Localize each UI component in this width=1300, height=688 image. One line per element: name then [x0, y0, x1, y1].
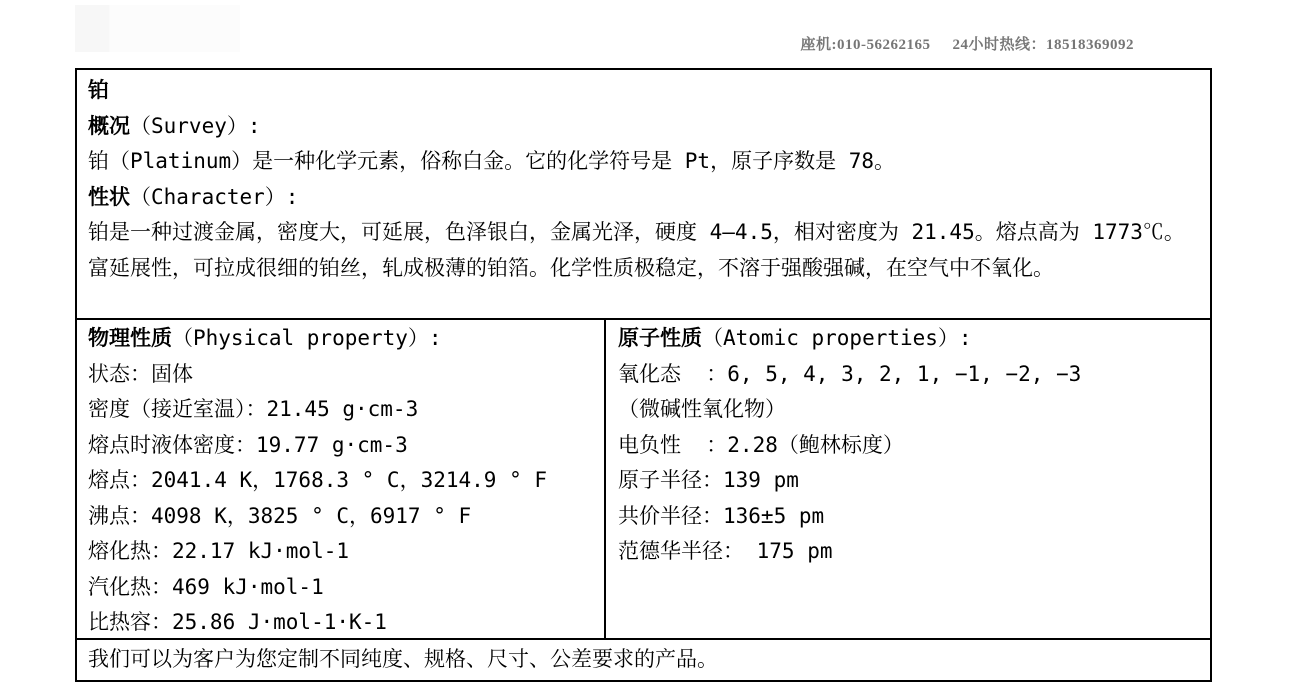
property-row-electronegativity: 电负性 ：2.28（鲍林标度）: [618, 432, 904, 457]
survey-heading-en: （Survey）:: [130, 113, 261, 138]
contact-phone: 座机:010-56262165: [800, 37, 931, 53]
contact-hotline: 24小时热线：18518369092: [952, 37, 1134, 53]
property-row-heat-vaporization: 汽化热：469 kJ·mol-1: [88, 574, 324, 599]
property-row-oxide-note: （微碱性氧化物）: [618, 397, 786, 421]
page-title: 铂: [88, 78, 109, 102]
physical-heading-en: （Physical property）:: [172, 326, 442, 350]
character-text: 铂是一种过渡金属，密度大，可延展，色泽银白，金属光泽，硬度 4—4.5，相对密度为 21.45。熔点高为 1773℃。富延展性，可拉成很细的铂丝，轧成极薄的铂箔。化学性质极稳定，不溶于强酸强碱，在空气中不氧化。: [88, 220, 1185, 280]
atomic-heading-zh: 原子性质: [618, 326, 702, 350]
atomic-heading-en: （Atomic properties）:: [702, 326, 972, 350]
contact-header: [800, 33, 1134, 54]
property-row-density: 密度（接近室温）：21.45 g·cm-3: [88, 397, 419, 421]
physical-heading-zh: 物理性质: [88, 326, 172, 350]
properties-section: [77, 318, 1210, 638]
property-row-vdw-radius: 范德华半径： 175 pm: [618, 539, 833, 563]
survey-text: 铂（Platinum）是一种化学元素，俗称白金。它的化学符号是 Pt，原子序数是 78。: [88, 149, 896, 173]
atomic-heading: [618, 321, 1200, 357]
property-row-state: 状态：固体: [88, 361, 193, 386]
property-row-boiling-point: 沸点：4098 K，3825 ° C，6917 ° F: [88, 503, 472, 528]
property-row-oxidation-states: 氧化态 ：6, 5, 4, 3, 2, 1, −1, −2, −3: [618, 361, 1082, 386]
logo-watermark: [75, 5, 240, 52]
physical-properties-column: [77, 320, 606, 638]
property-row-covalent-radius: 共价半径：136±5 pm: [618, 503, 825, 528]
intro-section: [77, 70, 1210, 318]
product-info-table: [75, 68, 1212, 682]
survey-heading: [88, 109, 1199, 145]
property-row-heat-fusion: 熔化热：22.17 kJ·mol-1: [88, 539, 350, 563]
character-heading: [88, 180, 1199, 216]
property-row-melting-point: 熔点：2041.4 K，1768.3 ° C，3214.9 ° F: [88, 468, 548, 492]
survey-heading-zh: 概况: [88, 113, 130, 138]
property-row-liquid-density: 熔点时液体密度：19.77 g·cm-3: [88, 432, 408, 457]
property-row-specific-heat: 比热容：25.86 J·mol-1·K-1: [88, 610, 387, 634]
custom-order-note: 我们可以为客户为您定制不同纯度、规格、尺寸、公差要求的产品。: [77, 638, 1210, 680]
atomic-properties-column: [606, 320, 1210, 638]
character-heading-zh: 性状: [88, 184, 130, 209]
property-row-atomic-radius: 原子半径：139 pm: [618, 468, 799, 492]
physical-heading: [88, 321, 594, 357]
character-heading-en: （Character）:: [130, 184, 299, 209]
